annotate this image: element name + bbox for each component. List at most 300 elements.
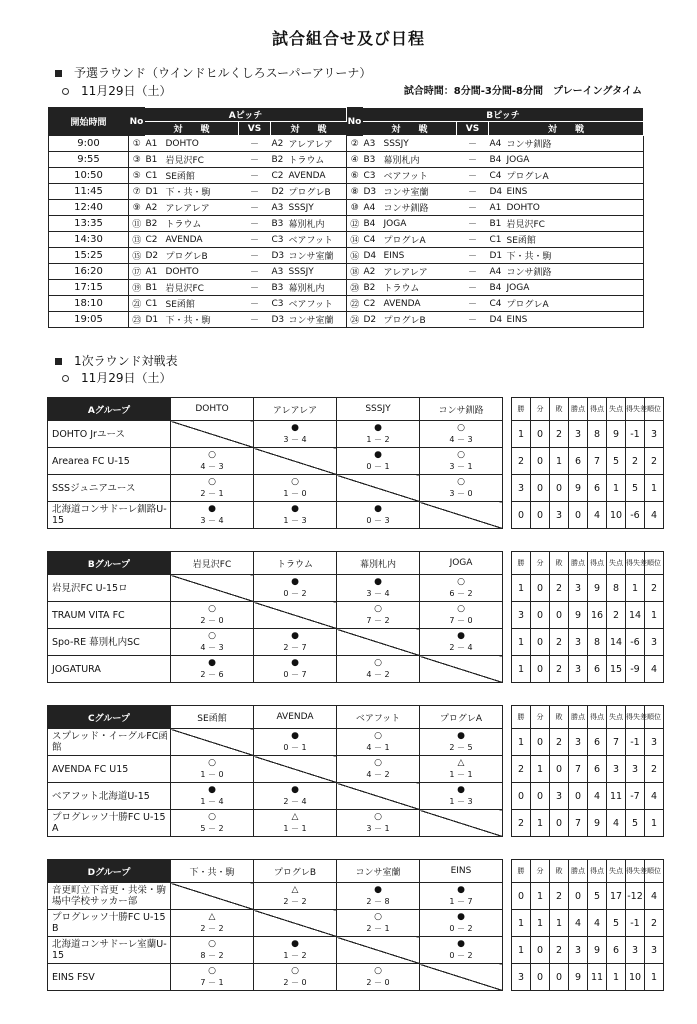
result-score: 1 － 3 xyxy=(449,797,473,806)
prelim-heading: 予選ラウンド（ウインドヒルくしろスーパーアリーナ） xyxy=(55,64,371,81)
result-score: 2 － 2 xyxy=(283,897,307,906)
team-row xyxy=(48,810,664,837)
stat-value: 8 xyxy=(607,575,626,602)
stat-value: 0 xyxy=(531,475,550,502)
result-cell xyxy=(171,756,254,783)
stat-value: 0 xyxy=(531,937,550,964)
result-cell xyxy=(337,810,420,837)
stat-value: 0 xyxy=(512,883,531,910)
stat-value: 3 xyxy=(512,964,531,991)
result-score: 0 － 1 xyxy=(283,743,307,752)
stat-value: 1 xyxy=(512,629,531,656)
result-cell xyxy=(254,883,337,910)
column-gap xyxy=(503,629,512,656)
stat-value: 0 xyxy=(531,964,550,991)
stat-value: 16 xyxy=(588,602,607,629)
opponent-header: トラウム xyxy=(254,552,337,575)
self-match-cell xyxy=(420,964,503,991)
team-name: プログレッソ十勝FC U-15 B xyxy=(48,910,171,937)
schedule-cell-b-no: ⑩ xyxy=(347,200,363,216)
schedule-cell-a-p1: A1 xyxy=(145,136,163,152)
result-cell xyxy=(171,502,254,529)
stat-header: 順位 xyxy=(645,706,664,729)
group-table-c xyxy=(47,705,664,837)
stat-value: 2 xyxy=(607,602,626,629)
stat-value: 5 xyxy=(607,910,626,937)
group-header-row xyxy=(48,398,664,421)
result-cell xyxy=(254,656,337,683)
result-mark: ○ xyxy=(208,450,216,460)
result-mark: △ xyxy=(457,758,465,768)
self-match-cell xyxy=(337,629,420,656)
stat-value: 0 xyxy=(512,502,531,529)
opponent-header: ベアフット xyxy=(337,706,420,729)
team-row xyxy=(48,629,664,656)
stat-value: 6 xyxy=(588,756,607,783)
square-bullet-icon xyxy=(55,70,62,77)
stat-header: 勝 xyxy=(512,398,531,421)
result-cell xyxy=(171,810,254,837)
schedule-cell-b-p2: A4 xyxy=(489,136,507,152)
stat-value: 2 xyxy=(626,448,645,475)
schedule-cell-b-t2: プログレA xyxy=(507,168,644,184)
result-cell xyxy=(254,502,337,529)
schedule-cell-b-p1: D4 xyxy=(363,248,381,264)
result-mark: ○ xyxy=(374,966,382,976)
schedule-cell-b-no: ⑧ xyxy=(347,184,363,200)
stat-value: 17 xyxy=(607,883,626,910)
result-score: 6 － 2 xyxy=(449,589,473,598)
schedule-row xyxy=(49,200,644,216)
result-cell xyxy=(337,602,420,629)
schedule-cell-b-t1: AVENDA xyxy=(381,296,457,312)
schedule-cell-a-p2: B2 xyxy=(271,152,289,168)
stat-value: -1 xyxy=(626,421,645,448)
schedule-cell-b-no: ⑱ xyxy=(347,264,363,280)
schedule-cell-b-t1: EINS xyxy=(381,248,457,264)
result-cell xyxy=(171,602,254,629)
stat-header: 敗 xyxy=(550,398,569,421)
schedule-cell-a-t2: コンサ室蘭 xyxy=(289,312,347,328)
group-table-d xyxy=(47,859,664,991)
result-score: 1 － 0 xyxy=(200,770,224,779)
stat-value: 1 xyxy=(645,810,664,837)
schedule-cell-b-vs: － xyxy=(457,232,489,248)
stat-value: 9 xyxy=(569,602,588,629)
stat-value: 6 xyxy=(588,656,607,683)
schedule-cell-b-p2: B1 xyxy=(489,216,507,232)
column-gap xyxy=(503,421,512,448)
self-match-cell xyxy=(171,729,254,756)
result-mark: ○ xyxy=(374,812,382,822)
result-mark: ● xyxy=(374,450,382,460)
result-cell xyxy=(171,629,254,656)
stat-value: 2 xyxy=(550,883,569,910)
stat-value: -1 xyxy=(626,910,645,937)
result-cell xyxy=(337,656,420,683)
opponent-header: アレアレア xyxy=(254,398,337,421)
schedule-cell-b-t2: プログレA xyxy=(507,296,644,312)
stat-header: 失点 xyxy=(607,398,626,421)
stat-value: 2 xyxy=(512,810,531,837)
team-name: DOHTO Jrユース xyxy=(48,421,171,448)
stat-value: 5 xyxy=(588,883,607,910)
schedule-cell-b-p2: B4 xyxy=(489,152,507,168)
stat-value: 3 xyxy=(607,756,626,783)
stat-value: 0 xyxy=(569,783,588,810)
result-score: 1 － 3 xyxy=(283,516,307,525)
opponent-header: EINS xyxy=(420,860,503,883)
column-gap xyxy=(503,475,512,502)
schedule-cell-a-no: ⑦ xyxy=(129,184,145,200)
schedule-header-row xyxy=(49,108,644,122)
team-name: 音更町立下音更・共栄・駒場中学校サッカー部 xyxy=(48,883,171,910)
schedule-cell-a-vs: － xyxy=(239,200,271,216)
stat-value: 2 xyxy=(550,575,569,602)
stat-value: 0 xyxy=(550,810,569,837)
result-score: 4 － 2 xyxy=(366,770,390,779)
stat-value: 5 xyxy=(626,810,645,837)
team-name: ベアフット北海道U-15 xyxy=(48,783,171,810)
schedule-cell-a-t1: プログレB xyxy=(163,248,239,264)
stat-value: 2 xyxy=(550,421,569,448)
result-cell xyxy=(420,602,503,629)
stat-value: -6 xyxy=(626,502,645,529)
stat-value: 3 xyxy=(569,656,588,683)
schedule-cell-time: 9:55 xyxy=(49,152,129,168)
schedule-cell-a-p1: D1 xyxy=(145,184,163,200)
schedule-cell-b-vs: － xyxy=(457,168,489,184)
column-gap xyxy=(503,756,512,783)
schedule-cell-a-vs: － xyxy=(239,216,271,232)
schedule-cell-a-t1: AVENDA xyxy=(163,232,239,248)
circle-bullet-icon xyxy=(62,88,69,95)
result-mark: ● xyxy=(291,658,299,668)
schedule-row xyxy=(49,232,644,248)
schedule-cell-b-vs: － xyxy=(457,296,489,312)
schedule-cell-a-t1: 岩見沢FC xyxy=(163,152,239,168)
schedule-cell-a-t2: 幕別札内 xyxy=(289,216,347,232)
stat-value: 10 xyxy=(626,964,645,991)
stat-header: 得失差 xyxy=(626,860,645,883)
stat-value: 9 xyxy=(588,937,607,964)
schedule-cell-b-t1: コンサ室蘭 xyxy=(381,184,457,200)
self-match-cell xyxy=(420,810,503,837)
result-score: 8 － 2 xyxy=(200,951,224,960)
schedule-cell-b-p1: C2 xyxy=(363,296,381,312)
team-row xyxy=(48,421,664,448)
schedule-cell-b-p2: D4 xyxy=(489,184,507,200)
schedule-cell-b-p1: A4 xyxy=(363,200,381,216)
result-cell xyxy=(420,910,503,937)
result-score: 3 － 0 xyxy=(449,489,473,498)
stat-value: 1 xyxy=(607,475,626,502)
team-name: 北海道コンサドーレ釧路U-15 xyxy=(48,502,171,529)
stat-value: 2 xyxy=(550,937,569,964)
result-score: 2 － 0 xyxy=(366,978,390,987)
column-gap xyxy=(503,883,512,910)
result-score: 3 － 4 xyxy=(283,435,307,444)
stat-value: 3 xyxy=(512,475,531,502)
schedule-cell-a-no: ⑨ xyxy=(129,200,145,216)
schedule-cell-a-p1: C2 xyxy=(145,232,163,248)
schedule-cell-b-p2: D1 xyxy=(489,248,507,264)
schedule-cell-b-p2: A4 xyxy=(489,264,507,280)
pitch-b-header: Bピッチ xyxy=(363,108,644,122)
result-score: 0 － 7 xyxy=(283,670,307,679)
team-row xyxy=(48,883,664,910)
schedule-cell-b-p2: B4 xyxy=(489,280,507,296)
schedule-cell-a-no: ③ xyxy=(129,152,145,168)
self-match-cell xyxy=(337,937,420,964)
stat-value: 1 xyxy=(512,729,531,756)
team-name: EINS FSV xyxy=(48,964,171,991)
stat-value: 1 xyxy=(512,656,531,683)
column-gap xyxy=(503,964,512,991)
stat-header: 勝点 xyxy=(569,552,588,575)
schedule-cell-a-p2: C3 xyxy=(271,232,289,248)
stat-header: 敗 xyxy=(550,860,569,883)
stat-header: 分 xyxy=(531,860,550,883)
result-mark: ● xyxy=(291,631,299,641)
schedule-cell-b-p1: D3 xyxy=(363,184,381,200)
schedule-row xyxy=(49,216,644,232)
stat-header: 得点 xyxy=(588,398,607,421)
team-row xyxy=(48,448,664,475)
schedule-cell-a-p1: A1 xyxy=(145,264,163,280)
result-cell xyxy=(171,783,254,810)
stat-value: 0 xyxy=(550,756,569,783)
column-gap xyxy=(503,448,512,475)
schedule-cell-a-vs: － xyxy=(239,264,271,280)
result-score: 7 － 2 xyxy=(366,616,390,625)
schedule-cell-b-vs: － xyxy=(457,136,489,152)
schedule-cell-a-vs: － xyxy=(239,152,271,168)
result-mark: ○ xyxy=(208,939,216,949)
stat-value: 3 xyxy=(569,937,588,964)
stat-header: 敗 xyxy=(550,706,569,729)
stat-value: 1 xyxy=(512,421,531,448)
team-name: TRAUM VITA FC xyxy=(48,602,171,629)
schedule-cell-time: 12:40 xyxy=(49,200,129,216)
stat-value: 4 xyxy=(588,502,607,529)
schedule-cell-a-p2: C3 xyxy=(271,296,289,312)
result-score: 1 － 0 xyxy=(283,489,307,498)
schedule-cell-a-p2: D2 xyxy=(271,184,289,200)
match-time-note: 試合時間：8分間-3分間-8分間 プレーイングタイム xyxy=(403,86,642,97)
result-mark: △ xyxy=(291,812,299,822)
schedule-cell-a-t1: 岩見沢FC xyxy=(163,280,239,296)
result-cell xyxy=(420,575,503,602)
result-mark: ● xyxy=(457,912,465,922)
result-score: 2 － 5 xyxy=(449,743,473,752)
result-cell xyxy=(254,729,337,756)
stat-value: 3 xyxy=(626,756,645,783)
schedule-cell-a-t2: アレアレア xyxy=(289,136,347,152)
stat-header: 順位 xyxy=(645,398,664,421)
team-name: 北海道コンサドーレ室蘭U-15 xyxy=(48,937,171,964)
result-score: 0 － 3 xyxy=(366,516,390,525)
schedule-cell-b-vs: － xyxy=(457,184,489,200)
result-mark: △ xyxy=(291,885,299,895)
schedule-cell-a-no: ⑰ xyxy=(129,264,145,280)
result-mark: ● xyxy=(291,785,299,795)
opponent-header: 岩見沢FC xyxy=(171,552,254,575)
stat-value: 0 xyxy=(531,448,550,475)
result-cell xyxy=(254,810,337,837)
result-cell xyxy=(420,937,503,964)
taisen-header: 対 戦 xyxy=(489,122,644,136)
result-mark: ○ xyxy=(374,731,382,741)
stat-value: 6 xyxy=(569,448,588,475)
schedule-cell-a-p1: C1 xyxy=(145,168,163,184)
no-header-a: No xyxy=(129,108,145,136)
schedule-cell-b-t1: ベアフット xyxy=(381,168,457,184)
stat-header: 得失差 xyxy=(626,706,645,729)
result-cell xyxy=(420,421,503,448)
taisen-header: 対 戦 xyxy=(363,122,457,136)
result-score: 2 － 6 xyxy=(200,670,224,679)
stat-value: 1 xyxy=(512,575,531,602)
stat-value: 4 xyxy=(645,883,664,910)
team-row xyxy=(48,502,664,529)
result-mark: ○ xyxy=(208,631,216,641)
result-mark: ○ xyxy=(374,912,382,922)
result-mark: △ xyxy=(208,912,216,922)
opponent-header: SSSJY xyxy=(337,398,420,421)
stat-header: 順位 xyxy=(645,552,664,575)
schedule-cell-b-p1: B2 xyxy=(363,280,381,296)
schedule-cell-a-no: ⑮ xyxy=(129,248,145,264)
stat-header: 得失差 xyxy=(626,398,645,421)
stat-value: 9 xyxy=(588,575,607,602)
stat-value: 2 xyxy=(645,448,664,475)
schedule-cell-a-no: ⑲ xyxy=(129,280,145,296)
schedule-row xyxy=(49,264,644,280)
schedule-cell-a-t2: SSSJY xyxy=(289,200,347,216)
opponent-header: コンサ室蘭 xyxy=(337,860,420,883)
column-gap xyxy=(503,783,512,810)
result-score: 4 － 3 xyxy=(200,462,224,471)
stat-value: 5 xyxy=(607,448,626,475)
schedule-cell-b-t2: 下・共・駒 xyxy=(507,248,644,264)
schedule-cell-a-no: ㉓ xyxy=(129,312,145,328)
schedule-cell-a-t1: 下・共・駒 xyxy=(163,312,239,328)
stat-value: 0 xyxy=(531,629,550,656)
page-title: 試合組合せ及び日程 xyxy=(271,29,425,48)
schedule-cell-a-t2: コンサ室蘭 xyxy=(289,248,347,264)
stat-header: 失点 xyxy=(607,552,626,575)
stat-value: 7 xyxy=(569,756,588,783)
team-row xyxy=(48,910,664,937)
result-mark: ● xyxy=(457,939,465,949)
stat-value: 2 xyxy=(512,448,531,475)
result-mark: ○ xyxy=(457,450,465,460)
schedule-cell-a-p1: D2 xyxy=(145,248,163,264)
result-cell xyxy=(420,448,503,475)
schedule-cell-b-vs: － xyxy=(457,280,489,296)
schedule-cell-a-t1: SE函館 xyxy=(163,296,239,312)
schedule-cell-b-t1: コンサ釧路 xyxy=(381,200,457,216)
result-score: 3 － 1 xyxy=(449,462,473,471)
team-name: スプレッド・イーグルFC函館 xyxy=(48,729,171,756)
column-gap xyxy=(503,910,512,937)
stat-value: 3 xyxy=(645,629,664,656)
team-name: JOGATURA xyxy=(48,656,171,683)
schedule-cell-a-vs: － xyxy=(239,232,271,248)
result-cell xyxy=(420,729,503,756)
stat-header: 得点 xyxy=(588,706,607,729)
result-score: 4 － 1 xyxy=(366,743,390,752)
column-gap xyxy=(503,937,512,964)
self-match-cell xyxy=(420,502,503,529)
result-mark: ● xyxy=(457,785,465,795)
stat-value: 2 xyxy=(550,656,569,683)
opponent-header: 幕別札内 xyxy=(337,552,420,575)
result-score: 0 － 2 xyxy=(283,589,307,598)
group-header-row xyxy=(48,552,664,575)
stat-value: 3 xyxy=(569,729,588,756)
stat-value: 5 xyxy=(626,475,645,502)
stat-value: 3 xyxy=(569,575,588,602)
result-mark: ● xyxy=(208,504,216,514)
schedule-cell-b-p1: C3 xyxy=(363,168,381,184)
stat-header: 勝 xyxy=(512,860,531,883)
schedule-cell-b-t2: コンサ釧路 xyxy=(507,264,644,280)
result-cell xyxy=(337,448,420,475)
stat-value: 9 xyxy=(588,810,607,837)
stat-value: 1 xyxy=(512,910,531,937)
result-score: 2 － 0 xyxy=(200,616,224,625)
result-score: 2 － 0 xyxy=(283,978,307,987)
schedule-cell-time: 13:35 xyxy=(49,216,129,232)
team-row xyxy=(48,656,664,683)
schedule-cell-b-no: ⑭ xyxy=(347,232,363,248)
schedule-cell-a-no: ㉑ xyxy=(129,296,145,312)
stat-value: 0 xyxy=(550,964,569,991)
column-gap xyxy=(503,656,512,683)
result-mark: ○ xyxy=(208,966,216,976)
schedule-cell-b-t2: JOGA xyxy=(507,280,644,296)
result-mark: ○ xyxy=(374,604,382,614)
schedule-table xyxy=(48,107,644,328)
schedule-cell-a-p2: A2 xyxy=(271,136,289,152)
stat-value: 2 xyxy=(512,756,531,783)
schedule-cell-a-vs: － xyxy=(239,248,271,264)
vs-header: VS xyxy=(457,122,489,136)
stat-header: 敗 xyxy=(550,552,569,575)
stat-header: 分 xyxy=(531,398,550,421)
result-cell xyxy=(337,910,420,937)
result-score: 2 － 8 xyxy=(366,897,390,906)
schedule-cell-a-t2: 幕別札内 xyxy=(289,280,347,296)
schedule-cell-b-p1: C4 xyxy=(363,232,381,248)
stat-value: 0 xyxy=(531,602,550,629)
stat-header: 失点 xyxy=(607,706,626,729)
result-mark: ○ xyxy=(291,477,299,487)
stat-value: 7 xyxy=(607,729,626,756)
result-mark: ● xyxy=(291,577,299,587)
result-cell xyxy=(420,475,503,502)
group-name: Dグループ xyxy=(48,860,171,883)
schedule-cell-a-vs: － xyxy=(239,312,271,328)
stat-value: 4 xyxy=(645,783,664,810)
result-mark: ● xyxy=(374,423,382,433)
stat-value: 4 xyxy=(588,783,607,810)
result-cell xyxy=(171,910,254,937)
stat-value: 0 xyxy=(569,502,588,529)
result-mark: ○ xyxy=(457,577,465,587)
